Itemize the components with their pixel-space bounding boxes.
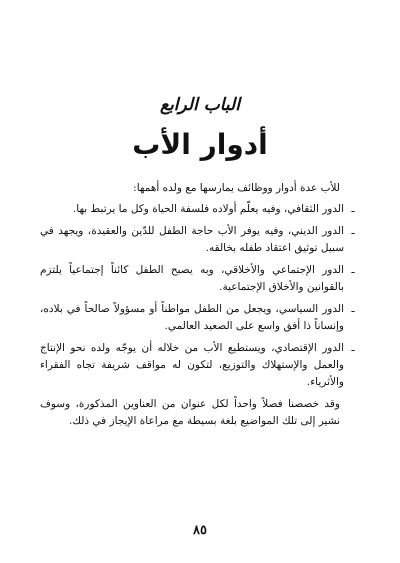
list-item-text: الدور الديني، وفيه يوفر الأب حاجة الطفل للدّين والعقيدة، ويجهد في سبيل توثيق اعتقاد طفله بخالقه.	[40, 225, 344, 254]
page-number: ٨٥	[193, 523, 207, 538]
list-item-text: الدور الإجتماعي والأخلاقي، وبه يصبح الطفل كائناً إجتماعياً يلتزم بالقوانين والأخلاق الإجتماعية.	[40, 264, 344, 293]
list-bullet: ـ	[351, 264, 355, 276]
list-item	[40, 201, 358, 218]
closing-paragraph: وقد خصصنا فصلاً واحداً لكل عنوان من العناوين المذكورة، وسوف نشير إلى تلك المواضيع بلغة بسيطة مع مراعاة الإيجاز في ذلك.	[40, 398, 340, 427]
list-bullet: ـ	[351, 203, 355, 215]
list-item	[40, 340, 358, 391]
list-item-text: الدور الإقتصادي، ويستطيع الأب من خلاله أن يوجّه ولده نحو الإنتاج والعمل والإستهلاك والتوزيع، لتكون له مواقف شريفة تجاه الفقراء والأثرياء.	[40, 342, 344, 388]
chapter-label: الباب الرابع	[160, 95, 240, 115]
body-text	[40, 180, 358, 430]
list-item	[40, 223, 358, 257]
list-item	[40, 262, 358, 296]
intro-paragraph: للأب عدة أدوار ووظائف يمارسها مع ولده أهمها:	[133, 182, 340, 194]
roles-list	[40, 201, 358, 391]
list-bullet: ـ	[351, 225, 355, 237]
list-bullet: ـ	[351, 303, 355, 315]
list-bullet: ـ	[351, 342, 355, 354]
list-item-text: الدور السياسي، ويجعل من الطفل مواطناً أو مسؤولاً صالحاً في بلاده، وإنساناً ذا أفق واسع على الصعيد العالمي.	[40, 303, 344, 332]
list-item	[40, 301, 358, 335]
chapter-title: أدوار الأب	[132, 128, 268, 161]
list-item-text: الدور الثقافي، وفيه يعلّم أولاده فلسفة الحياة وكل ما يرتبط بها.	[72, 203, 344, 215]
